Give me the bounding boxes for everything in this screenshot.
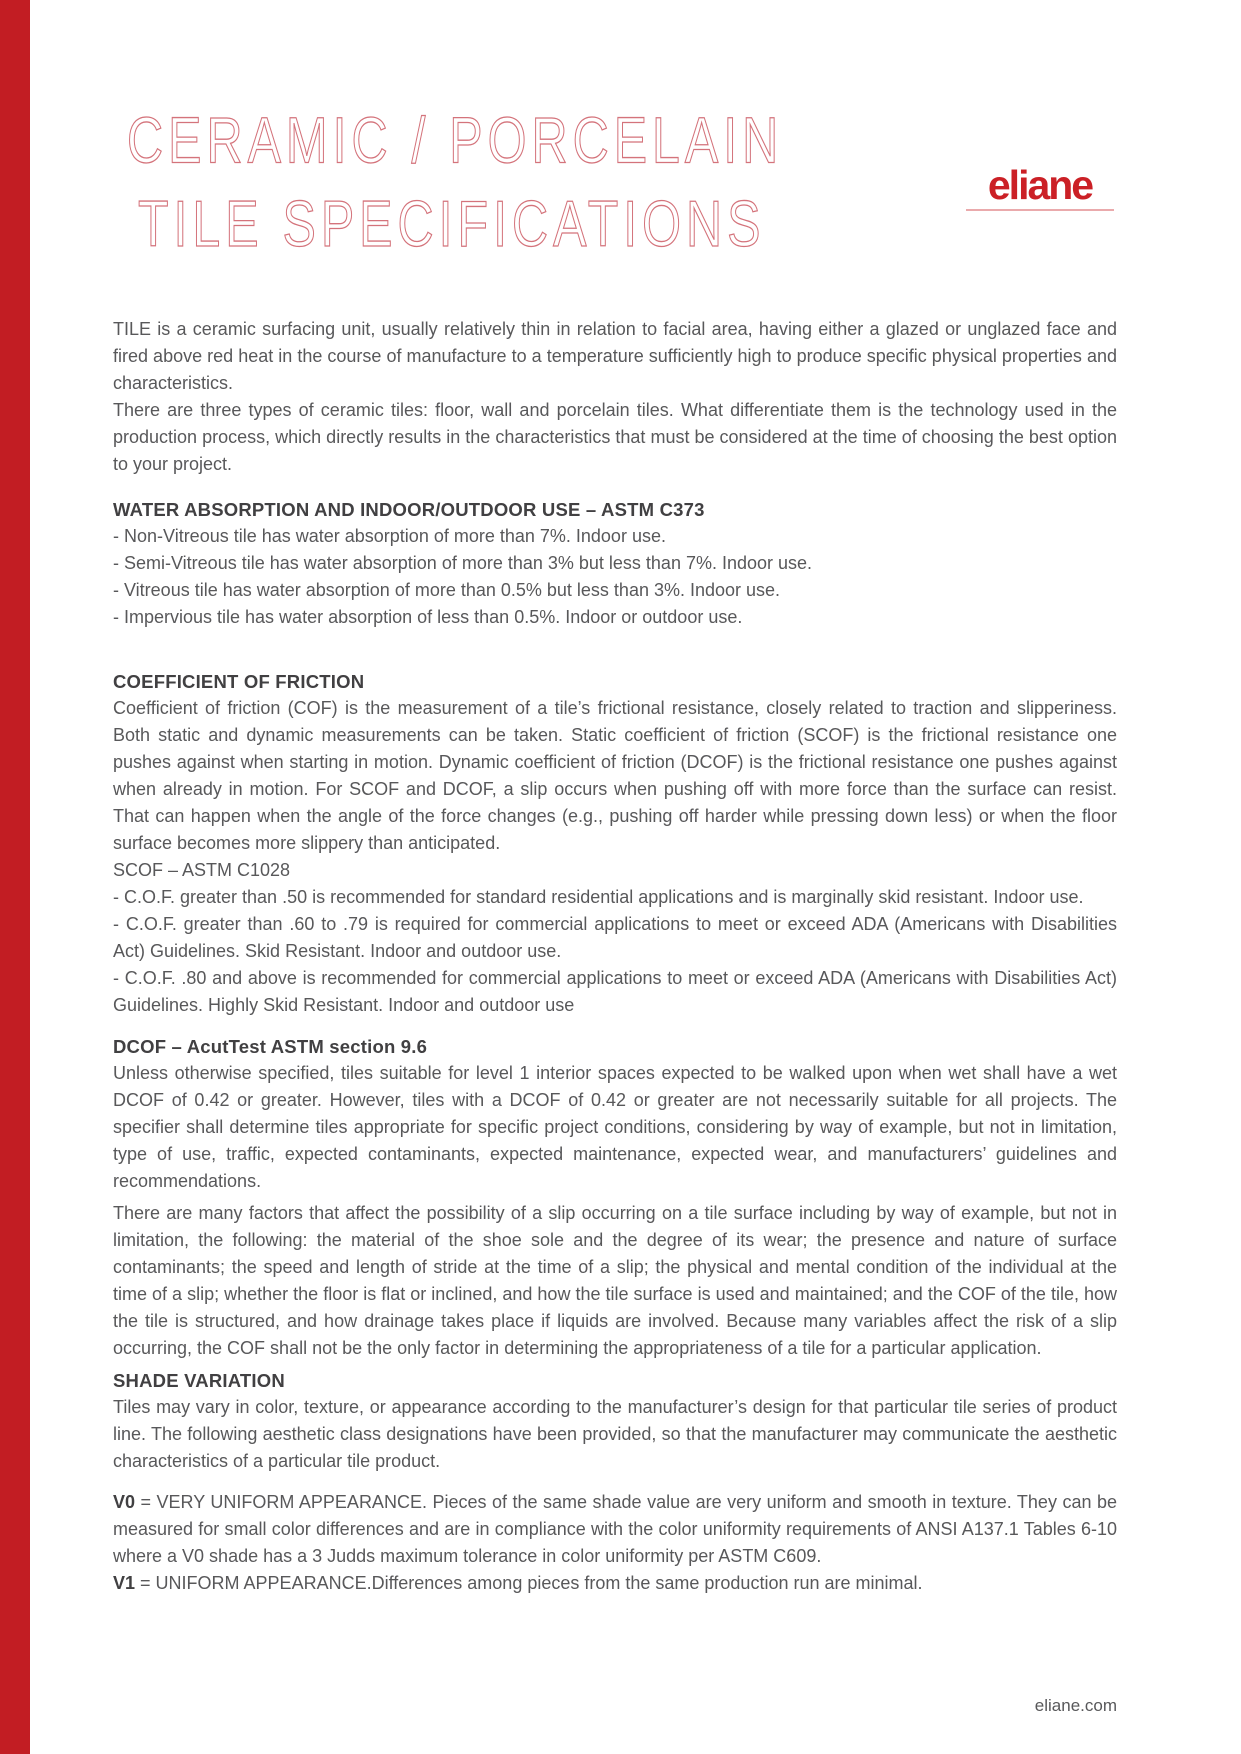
list-item-cof-50: - C.O.F. greater than .50 is recommended for standard residential applications and is marginally skid resistant. Indoor use. bbox=[113, 887, 1084, 907]
list-item-impervious: - Impervious tile has water absorption of less than 0.5%. Indoor or outdoor use. bbox=[113, 607, 743, 627]
document-body bbox=[113, 0, 1117, 1597]
intro-paragraph-2: There are three types of ceramic tiles: floor, wall and porcelain tiles. What differentiate them is the technology used in the production process, which directly results in the characteristics that must be considered at the time of choosing the best option to your project. bbox=[113, 400, 1117, 474]
eliane-logo-text: eliane bbox=[987, 162, 1093, 208]
cof-paragraph: Coefficient of friction (COF) is the measurement of a tile’s frictional resistance, closely related to traction and slipperiness. Both static and dynamic measurements can be taken. Static coefficient of friction (SCOF) is the frictional resistance one pushes against when starting in motion. Dynamic coefficient of friction (DCOF) is the frictional resistance one pushes against when already in motion. For SCOF and DCOF, a slip occurs when pushing off with more force than the surface can resist. That can happen when the angle of the force changes (e.g., pushing off harder while pressing down less) or when the floor surface becomes more slippery than anticipated. bbox=[113, 698, 1117, 853]
section-heading-water-absorption: WATER ABSORPTION AND INDOOR/OUTDOOR USE – ASTM C373 bbox=[113, 499, 705, 520]
list-item-cof-60-79: - C.O.F. greater than .60 to .79 is required for commercial applications to meet or exceed ADA (Americans with Disabilities Act) Guidelines. Skid Resistant. Indoor and outdoor use. bbox=[113, 914, 1117, 961]
subheading-scof: SCOF – ASTM C1028 bbox=[113, 860, 291, 880]
section-heading-shade-variation: SHADE VARIATION bbox=[113, 1370, 285, 1391]
shade-paragraph: Tiles may vary in color, texture, or appearance according to the manufacturer’s design for that particular tile series of product line. The following aesthetic class designations have been provided, so that the manufacturer may communicate the aesthetic characteristics of a particular tile product. bbox=[113, 1397, 1117, 1471]
section-heading-dcof: DCOF – AcutTest ASTM section 9.6 bbox=[113, 1036, 428, 1057]
shade-class-v0 bbox=[113, 1489, 1117, 1570]
list-item-non-vitreous: - Non-Vitreous tile has water absorption of more than 7%. Indoor use. bbox=[113, 526, 666, 546]
left-accent-bar bbox=[0, 0, 30, 1754]
dcof-paragraph-1: Unless otherwise specified, tiles suitable for level 1 interior spaces expected to be walked upon when wet shall have a wet DCOF of 0.42 or greater. However, tiles with a DCOF of 0.42 or greater are not necessarily suitable for all projects. The specifier shall determine tiles appropriate for specific project conditions, considering by way of example, but not in limitation, type of use, traffic, expected contaminants, expected maintenance, expected wear, and manufacturers’ guidelines and recommendations. bbox=[113, 1063, 1117, 1191]
list-item-vitreous: - Vitreous tile has water absorption of more than 0.5% but less than 3%. Indoor use. bbox=[113, 580, 781, 600]
section-heading-coefficient-of-friction: COEFFICIENT OF FRICTION bbox=[113, 671, 365, 692]
title-line-2: TILE SPECIFICATIONS bbox=[138, 187, 766, 261]
shade-class-v1 bbox=[113, 1570, 1117, 1597]
intro-paragraph-1: TILE is a ceramic surfacing unit, usually relatively thin in relation to facial area, having either a glazed or unglazed face and fired above red heat in the course of manufacture to a temperature sufficiently high to produce specific physical properties and characteristics. bbox=[113, 319, 1117, 393]
shade-class-v0-code: V0 bbox=[113, 1492, 136, 1512]
shade-class-v1-code: V1 bbox=[113, 1573, 136, 1593]
list-item-cof-80: - C.O.F. .80 and above is recommended for commercial applications to meet or exceed ADA (Americans with Disabilities Act) Guidelines. Highly Skid Resistant. Indoor and outdoor use bbox=[113, 968, 1117, 1015]
shade-class-v0-text: = VERY UNIFORM APPEARANCE. Pieces of the same shade value are very uniform and smooth in texture. They can be measured for small color differences and are in compliance with the color uniformity requirements of ANSI A137.1 Tables 6-10 where a V0 shade has a 3 Judds maximum tolerance in color uniformity per ASTM C609. bbox=[113, 1492, 1117, 1566]
title-line-1: CERAMIC / PORCELAIN bbox=[127, 104, 784, 177]
footer-link[interactable]: eliane.com bbox=[1034, 1696, 1117, 1715]
shade-class-v1-text: = UNIFORM APPEARANCE.Differences among pieces from the same production run are minimal. bbox=[135, 1573, 923, 1593]
dcof-paragraph-2: There are many factors that affect the possibility of a slip occurring on a tile surface including by way of example, but not in limitation, the following: the material of the shoe sole and the degree of its wear; the presence and nature of surface contaminants; the speed and length of stride at the time of a slip; the physical and mental condition of the individual at the time of a slip; whether the floor is flat or inclined, and how the tile surface is used and maintained; and the COF of the tile, how the tile is structured, and how drainage takes place if liquids are involved. Because many variables affect the risk of a slip occurring, the COF shall not be the only factor in determining the appropriateness of a tile for a particular application. bbox=[113, 1203, 1117, 1358]
list-item-semi-vitreous: - Semi-Vitreous tile has water absorption of more than 3% but less than 7%. Indoor use. bbox=[113, 553, 813, 573]
